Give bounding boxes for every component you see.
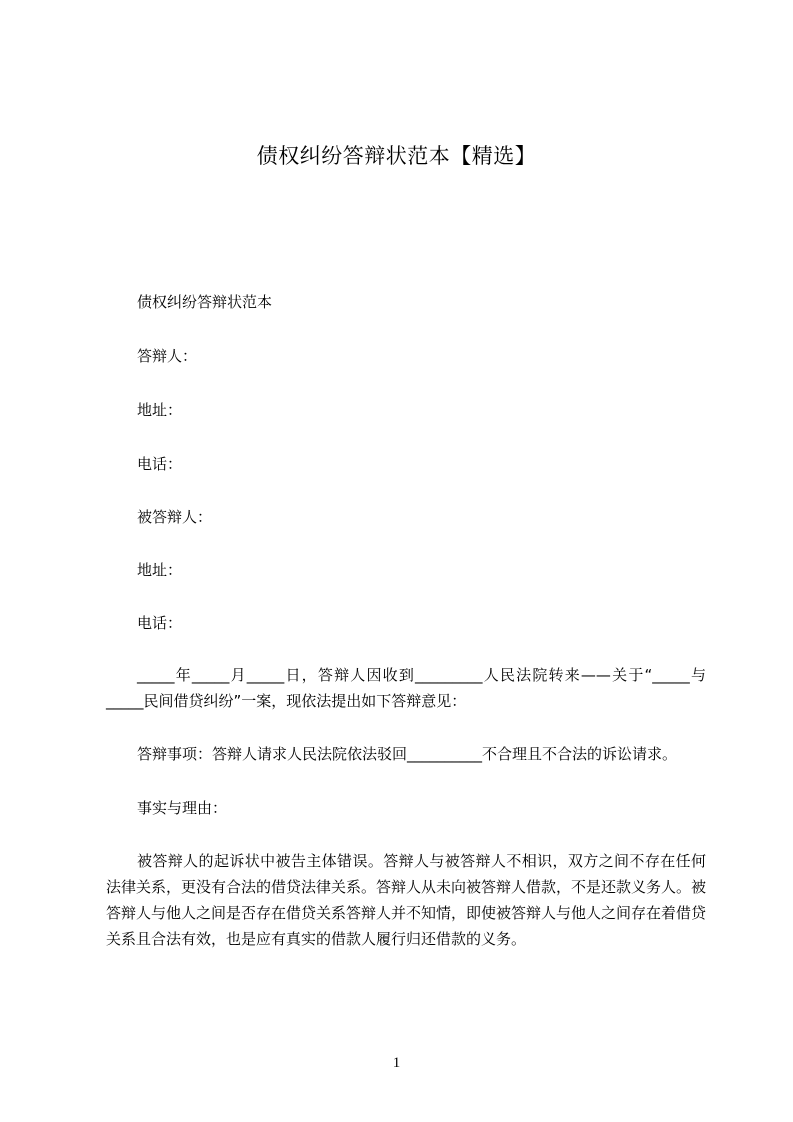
document-title: 债权纠纷答辩状范本【精选】 — [256, 144, 537, 168]
claimant-address-label: 地址： — [137, 561, 183, 579]
document-subtitle: 债权纠纷答辩状范本 — [137, 293, 273, 311]
defense-matter: 答辩事项：答辩人请求人民法院依法驳回__________不合理且不合法的诉讼请求。 — [137, 745, 678, 763]
facts-heading: 事实与理由： — [137, 799, 228, 817]
facts-paragraph: 被答辩人的起诉状中被告主体错误。答辩人与被答辩人不相识，双方之间不存在任何法律关系，更没有合法的借贷法律关系。答辩人从未向被答辩人借款，不是还款义务人。被答辩人与他人之间是否存在借贷关系答辩人并不知情，即使被答辩人与他人之间存在着借贷关系且合法有效，也是应有真实的借款人履行归还借款的义务。 — [106, 852, 707, 948]
respondent-phone-label: 电话： — [137, 455, 183, 473]
date-paragraph: _____年_____月_____日，答辩人因收到_________人民法院转来——关于“_____与_____民间借贷纠纷”一案，现依法提出如下答辩意见： — [106, 666, 706, 710]
respondent-label: 答辩人： — [137, 347, 198, 365]
respondent-address-label: 地址： — [137, 401, 183, 419]
claimant-label: 被答辩人： — [137, 508, 213, 526]
claimant-phone-label: 电话： — [137, 614, 183, 632]
page-number: 1 — [392, 1055, 401, 1071]
